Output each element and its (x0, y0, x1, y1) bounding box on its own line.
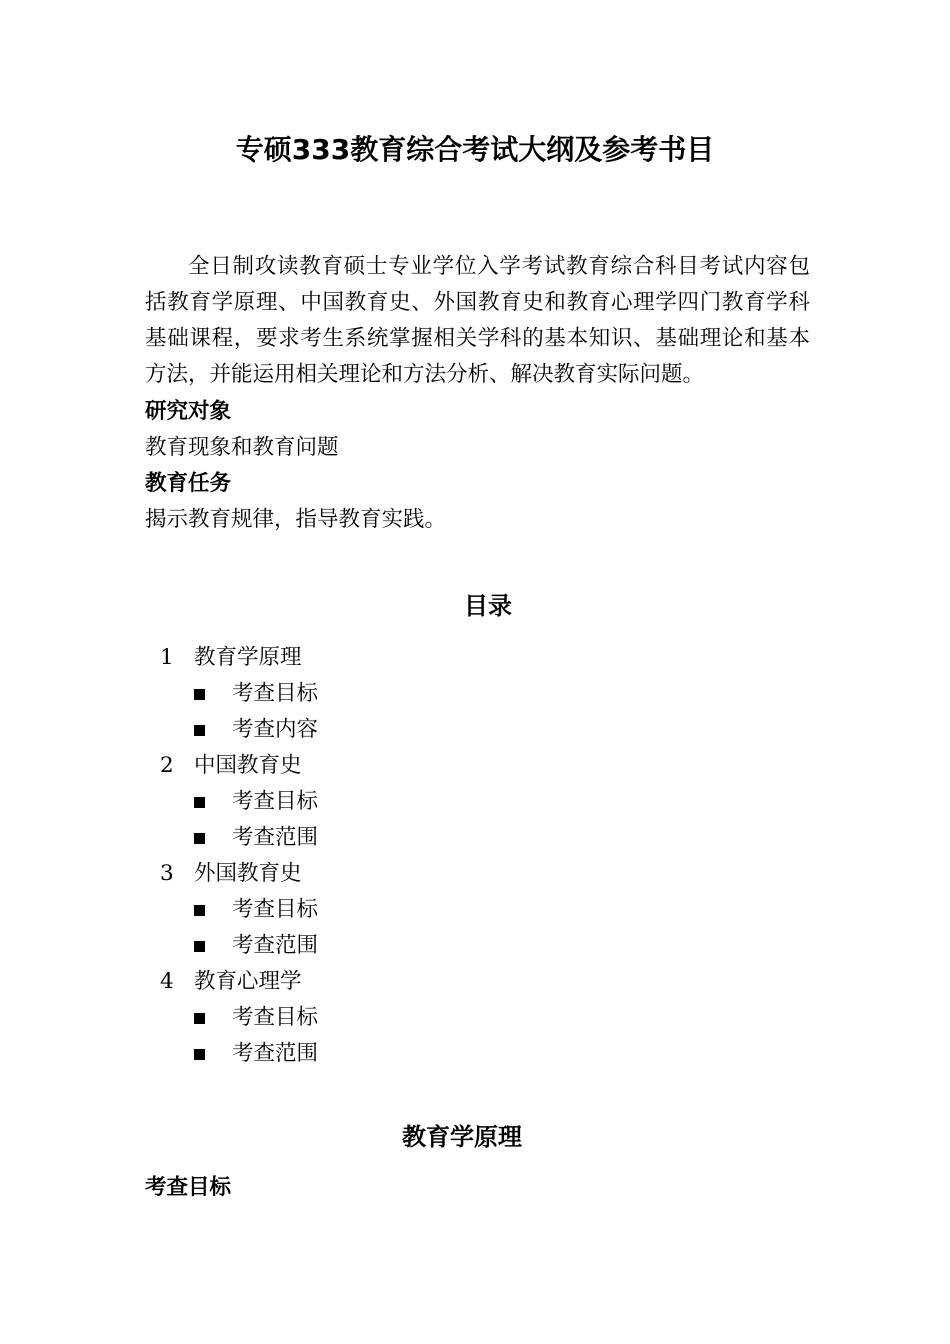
toc-item-title: 考查目标 (232, 681, 319, 706)
toc-section-title: 教育心理学 (194, 969, 302, 994)
toc-item[interactable] (0, 820, 950, 856)
toc-item[interactable] (0, 928, 950, 964)
toc-section-title: 中国教育史 (194, 753, 302, 778)
toc-item-title: 考查范围 (232, 933, 319, 958)
toc-section-1[interactable] (0, 640, 950, 676)
research-object-heading: 研究对象 (145, 399, 232, 424)
square-bullet-icon (194, 797, 205, 808)
toc-section-number: 2 (160, 753, 174, 778)
toc-item[interactable] (0, 676, 950, 712)
education-task-heading: 教育任务 (145, 471, 232, 496)
toc-item[interactable] (0, 712, 950, 748)
toc-item[interactable] (0, 784, 950, 820)
toc-section-2[interactable] (0, 748, 950, 784)
square-bullet-icon (194, 1049, 205, 1060)
toc-item-title: 考查内容 (232, 717, 319, 742)
toc-item-title: 考查范围 (232, 825, 319, 850)
section-heading: 教育学原理 (402, 1123, 522, 1151)
toc-item-title: 考查目标 (232, 789, 319, 814)
square-bullet-icon (194, 905, 205, 916)
toc-item-title: 考查范围 (232, 1041, 319, 1066)
square-bullet-icon (194, 725, 205, 736)
table-of-contents (0, 640, 950, 1072)
square-bullet-icon (194, 941, 205, 952)
square-bullet-icon (194, 1013, 205, 1024)
toc-section-title: 教育学原理 (194, 645, 302, 670)
toc-section-4[interactable] (0, 964, 950, 1000)
square-bullet-icon (194, 833, 205, 844)
research-object-text: 教育现象和教育问题 (145, 435, 339, 460)
toc-item[interactable] (0, 1000, 950, 1036)
square-bullet-icon (194, 689, 205, 700)
toc-item-title: 考查目标 (232, 897, 319, 922)
toc-section-title: 外国教育史 (194, 861, 302, 886)
toc-item-title: 考查目标 (232, 1005, 319, 1030)
toc-section-number: 4 (160, 969, 174, 994)
toc-item[interactable] (0, 892, 950, 928)
toc-section-3[interactable] (0, 856, 950, 892)
toc-item[interactable] (0, 1036, 950, 1072)
document-title: 专硕333教育综合考试大纲及参考书目 (235, 133, 715, 166)
intro-paragraph: 全日制攻读教育硕士专业学位入学考试教育综合科目考试内容包括教育学原理、中国教育史、外国教育史和教育心理学四门教育学科基础课程，要求考生系统掌握相关学科的基本知识、基础理论和基本方法，并能运用相关理论和方法分析、解决教育实际问题。 (145, 254, 810, 387)
toc-section-number: 3 (160, 861, 174, 886)
toc-heading: 目录 (464, 592, 512, 620)
education-task-text: 揭示教育规律，指导教育实践。 (145, 507, 447, 532)
toc-section-number: 1 (160, 645, 174, 670)
section-subheading: 考查目标 (145, 1175, 232, 1200)
